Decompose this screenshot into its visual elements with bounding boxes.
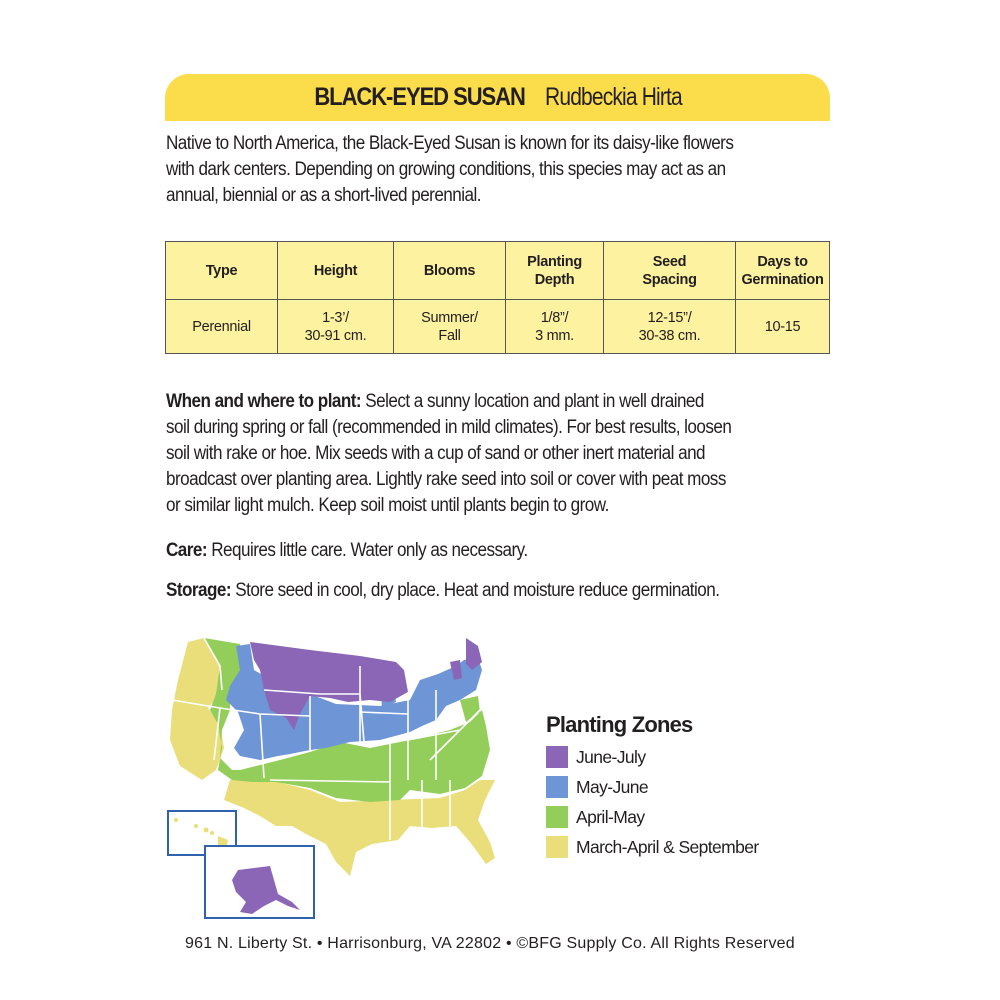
when-where-line: Select a sunny location and plant in well drained bbox=[361, 391, 704, 412]
specs-value-row bbox=[166, 300, 830, 354]
specs-header-row bbox=[166, 242, 830, 300]
legend-item-may-june: May-June bbox=[546, 772, 759, 802]
storage-label: Storage: bbox=[166, 580, 232, 601]
when-where-line: or similar light mulch. Keep soil moist until plants begin to grow. bbox=[166, 495, 609, 516]
value-height: 1-3’/ 30-91 cm. bbox=[278, 300, 394, 354]
latin-name: Rudbeckia Hirta bbox=[544, 83, 682, 111]
header-days-to-germination: Days to Germination bbox=[736, 242, 830, 300]
intro-line: with dark centers. Depending on growing conditions, this species may act as an bbox=[166, 159, 726, 180]
title-banner bbox=[165, 74, 830, 121]
storage-text: Store seed in cool, dry place. Heat and moisture reduce germination. bbox=[231, 580, 720, 601]
planting-zone-map bbox=[160, 630, 540, 925]
value-type: Perennial bbox=[166, 300, 278, 354]
legend-item-march-april-september: March-April & September bbox=[546, 832, 759, 862]
when-where-section bbox=[166, 389, 866, 519]
care-section bbox=[166, 538, 866, 564]
when-where-line: broadcast over planting area. Lightly rake seed into soil or cover with peat moss bbox=[166, 469, 726, 490]
care-text: Requires little care. Water only as necessary. bbox=[207, 540, 528, 561]
value-blooms: Summer/ Fall bbox=[394, 300, 506, 354]
storage-section bbox=[166, 578, 866, 604]
when-where-line: soil with rake or hoe. Mix seeds with a cup of sand or other inert material and bbox=[166, 443, 706, 464]
legend-swatch-yellow bbox=[546, 836, 568, 858]
when-where-label: When and where to plant: bbox=[166, 391, 362, 412]
value-days-to-germination: 10-15 bbox=[736, 300, 830, 354]
header-seed-spacing: Seed Spacing bbox=[604, 242, 736, 300]
common-name: BLACK-EYED SUSAN bbox=[314, 83, 526, 111]
footer-address: 961 N. Liberty St. • Harrisonburg, VA 22802 • ©BFG Supply Co. All Rights Reserved bbox=[185, 935, 795, 952]
value-planting-depth: 1/8”/ 3 mm. bbox=[506, 300, 604, 354]
header-planting-depth: Planting Depth bbox=[506, 242, 604, 300]
header-height: Height bbox=[278, 242, 394, 300]
intro-line: Native to North America, the Black-Eyed Susan is known for its daisy-like flowers bbox=[166, 133, 734, 154]
legend-item-june-july: June-July bbox=[546, 742, 759, 772]
legend-swatch-blue bbox=[546, 776, 568, 798]
legend-swatch-green bbox=[546, 806, 568, 828]
when-where-line: soil during spring or fall (recommended in mild climates). For best results, loosen bbox=[166, 417, 732, 438]
legend-item-april-may: April-May bbox=[546, 802, 759, 832]
specs-table bbox=[165, 241, 830, 354]
planting-zones-legend bbox=[546, 712, 759, 862]
value-seed-spacing: 12-15”/ 30-38 cm. bbox=[604, 300, 736, 354]
header-type: Type bbox=[166, 242, 278, 300]
care-label: Care: bbox=[166, 540, 208, 561]
header-blooms: Blooms bbox=[394, 242, 506, 300]
intro-paragraph bbox=[166, 131, 846, 209]
legend-title: Planting Zones bbox=[546, 712, 693, 737]
intro-line: annual, biennial or as a short-lived perennial. bbox=[166, 185, 481, 206]
legend-swatch-purple bbox=[546, 746, 568, 768]
